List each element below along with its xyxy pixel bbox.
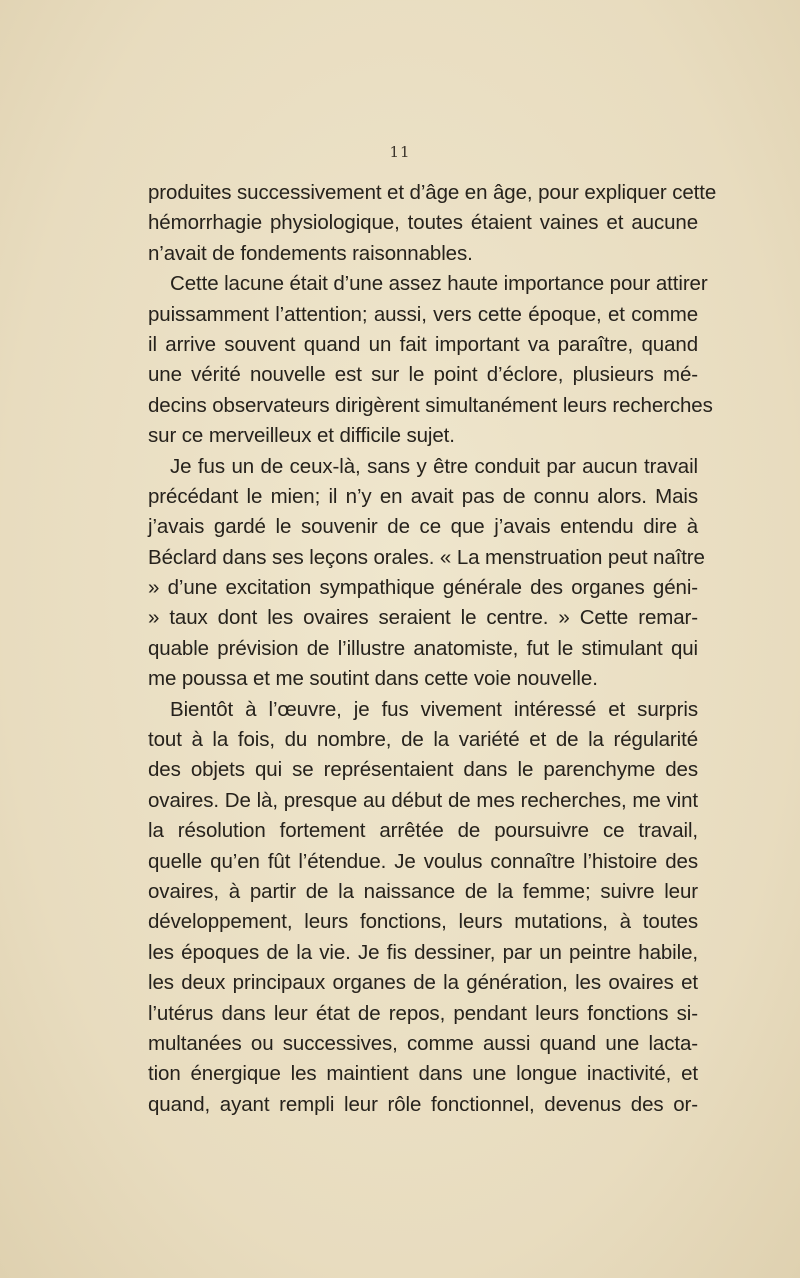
text-line: Cette lacune était d’une assez haute importance pour attirer: [170, 272, 708, 296]
body-text: [148, 178, 717, 1120]
text-line: me poussa et me soutint dans cette voie nouvelle.: [148, 667, 598, 691]
text-line: decins observateurs dirigèrent simultanément leurs recherches: [148, 393, 713, 417]
text-line: j’avais gardé le souvenir de ce que j’avais entendu dire à: [148, 515, 698, 539]
text-line: multanées ou successives, comme aussi quand une lacta-: [148, 1031, 698, 1055]
text-line: ovaires, à partir de la naissance de la femme; suivre leur: [148, 879, 698, 903]
text-line: puissamment l’attention; aussi, vers cette époque, et comme: [148, 302, 698, 326]
text-line: la résolution fortement arrêtée de poursuivre ce travail,: [148, 819, 698, 843]
text-line: une vérité nouvelle est sur le point d’éclore, plusieurs mé-: [148, 363, 698, 387]
text-line: précédant le mien; il n’y en avait pas de connu alors. Mais: [148, 484, 698, 508]
text-line: il arrive souvent quand un fait important va paraître, quand: [148, 332, 698, 356]
text-line: n’avait de fondements raisonnables.: [148, 241, 473, 265]
text-line: quelle qu’en fût l’étendue. Je voulus connaître l’histoire des: [148, 849, 698, 873]
text-line: Bientôt à l’œuvre, je fus vivement intéressé et surpris: [170, 697, 698, 721]
page-number: 11: [389, 143, 411, 161]
text-line: l’utérus dans leur état de repos, pendant leurs fonctions si-: [148, 1001, 698, 1025]
text-line: tout à la fois, du nombre, de la variété et de la régularité: [148, 728, 698, 752]
text-line: » d’une excitation sympathique générale des organes géni-: [148, 576, 698, 600]
text-line: quable prévision de l’illustre anatomiste, fut le stimulant qui: [148, 636, 698, 660]
text-line: produites successivement et d’âge en âge, pour expliquer cette: [148, 181, 717, 204]
text-line: développement, leurs fonctions, leurs mutations, à toutes: [148, 910, 698, 934]
text-line: des objets qui se représentaient dans le parenchyme des: [148, 758, 698, 782]
text-line: quand, ayant rempli leur rôle fonctionnel, devenus des or-: [148, 1092, 698, 1116]
text-line: Je fus un de ceux-là, sans y être conduit par aucun travail: [170, 454, 698, 478]
text-line: tion énergique les maintient dans une longue inactivité, et: [148, 1062, 698, 1086]
text-line: » taux dont les ovaires seraient le centre. » Cette remar-: [148, 606, 698, 630]
text-line: les deux principaux organes de la génération, les ovaires et: [148, 971, 698, 995]
text-line: les époques de la vie. Je fis dessiner, par un peintre habile,: [148, 940, 698, 964]
text-line: Béclard dans ses leçons orales. « La menstruation peut naître: [148, 545, 705, 569]
text-line: hémorrhagie physiologique, toutes étaient vaines et aucune: [148, 211, 698, 235]
text-line: sur ce merveilleux et difficile sujet.: [148, 424, 455, 448]
text-line: ovaires. De là, presque au début de mes recherches, me vint: [148, 788, 698, 812]
